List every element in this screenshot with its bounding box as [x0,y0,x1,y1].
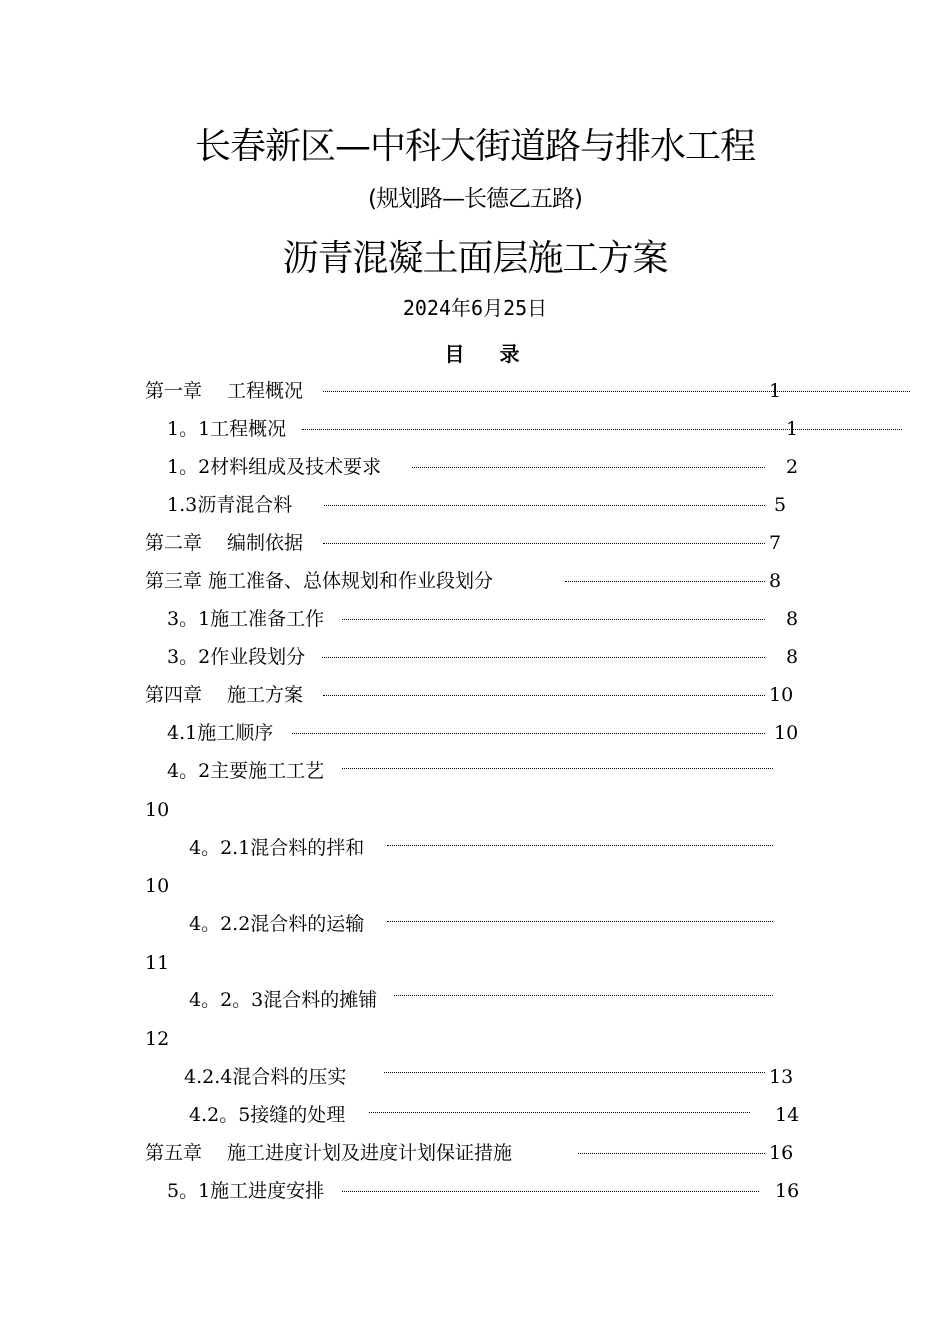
toc-leader [342,619,765,620]
toc-leader [292,733,765,734]
toc-leader [394,995,773,996]
toc-entry-page: 16 [775,1180,800,1202]
toc-entry[interactable] [145,1140,805,1166]
toc-entry-label: 4。2主要施工工艺 [167,760,325,782]
document-title: 长春新区—中科大街道路与排水工程 [194,126,755,167]
plan-title: 沥青混凝土面层施工方案 [282,238,668,279]
toc-leader [342,768,773,769]
toc-entry-page: 5 [774,494,787,516]
toc-entry[interactable] [167,454,807,480]
toc-entry[interactable] [145,378,805,404]
toc-leader [322,657,765,658]
toc-entry-label: 4.2.4混合料的压实 [184,1066,347,1088]
toc-entry[interactable] [167,720,807,746]
toc-entry[interactable] [189,987,809,1013]
toc-heading: 目 录 [444,342,534,366]
toc-entry[interactable] [145,568,805,594]
toc-entry-label: 4。2.2混合料的运输 [189,913,365,935]
toc-entry[interactable] [167,606,807,632]
toc-leader [323,391,910,392]
toc-entry[interactable] [189,911,809,937]
date-month: 6 [471,296,484,320]
toc-entry[interactable] [167,1178,807,1204]
toc-entry-page: 14 [775,1104,800,1126]
toc-leader [387,921,773,922]
toc-leader [565,581,765,582]
toc-entry-label: 4.2。5接缝的处理 [189,1104,346,1126]
toc-leader [342,1191,759,1192]
toc-entry[interactable] [167,416,807,442]
toc-entry-page: 8 [786,608,799,630]
date-day-char: 日 [527,296,548,320]
toc-entry-label: 1。1工程概况 [167,418,287,440]
toc-entry-page: 2 [786,456,799,478]
toc-leader [387,845,773,846]
toc-entry-label: 4。2.1混合料的拌和 [189,837,365,859]
date-year-char: 年 [451,296,472,320]
toc-entry-page: 7 [769,532,782,554]
toc-entry-label: 5。1施工进度安排 [167,1180,325,1202]
date-day: 25 [503,296,528,320]
toc-entry[interactable] [167,644,807,670]
toc-leader [412,467,765,468]
toc-entry-page: 1 [769,380,782,402]
date-month-char: 月 [483,296,504,320]
toc-entry-label: 第四章 施工方案 [145,684,304,706]
toc-leader [323,543,765,544]
toc-entry-label: 第五章 施工进度计划及进度计划保证措施 [145,1142,513,1164]
toc-entry[interactable] [167,758,807,784]
toc-leader [323,695,765,696]
toc-entry[interactable] [145,682,805,708]
date-year: 2024 [402,296,452,320]
toc-entry[interactable] [167,492,807,518]
toc-entry-page: 10 [769,684,794,706]
toc-entry[interactable] [189,1102,809,1128]
toc-entry[interactable] [145,530,805,556]
toc-entry-label: 1。2材料组成及技术要求 [167,456,382,478]
toc-leader [384,1072,765,1073]
toc-entry[interactable] [184,1064,809,1090]
toc-entry-page: 1 [786,418,799,440]
toc-entry-page: 11 [145,952,170,974]
toc-entry-label: 3。2作业段划分 [167,646,306,668]
toc-leader [369,1112,750,1113]
toc-entry-label: 第三章 施工准备、总体规划和作业段划分 [145,570,494,592]
document-date [0,292,950,321]
toc-entry-page: 16 [769,1142,794,1164]
toc-entry-label: 4.1施工顺序 [167,722,274,744]
toc-entry-page: 10 [774,722,799,744]
toc-entry-label: 第一章 工程概况 [145,380,304,402]
toc-entry-page: 10 [145,875,170,897]
toc-entry-label: 4。2。3混合料的摊铺 [189,989,378,1011]
toc-entry-label: 第二章 编制依据 [145,532,304,554]
toc-leader [324,505,765,506]
toc-entry-page: 8 [769,570,782,592]
toc-entry-page: 10 [145,799,170,821]
toc-entry-label: 3。1施工准备工作 [167,608,325,630]
toc-entry-page: 13 [769,1066,794,1088]
toc-leader [578,1153,765,1154]
toc-entry[interactable] [189,835,809,861]
toc-entry-page: 8 [786,646,799,668]
toc-leader [302,429,902,430]
document-subtitle: (规划路—长德乙五路) [368,186,582,212]
toc-entry-label: 1.3沥青混合料 [167,494,293,516]
toc-entry-page: 12 [145,1028,170,1050]
